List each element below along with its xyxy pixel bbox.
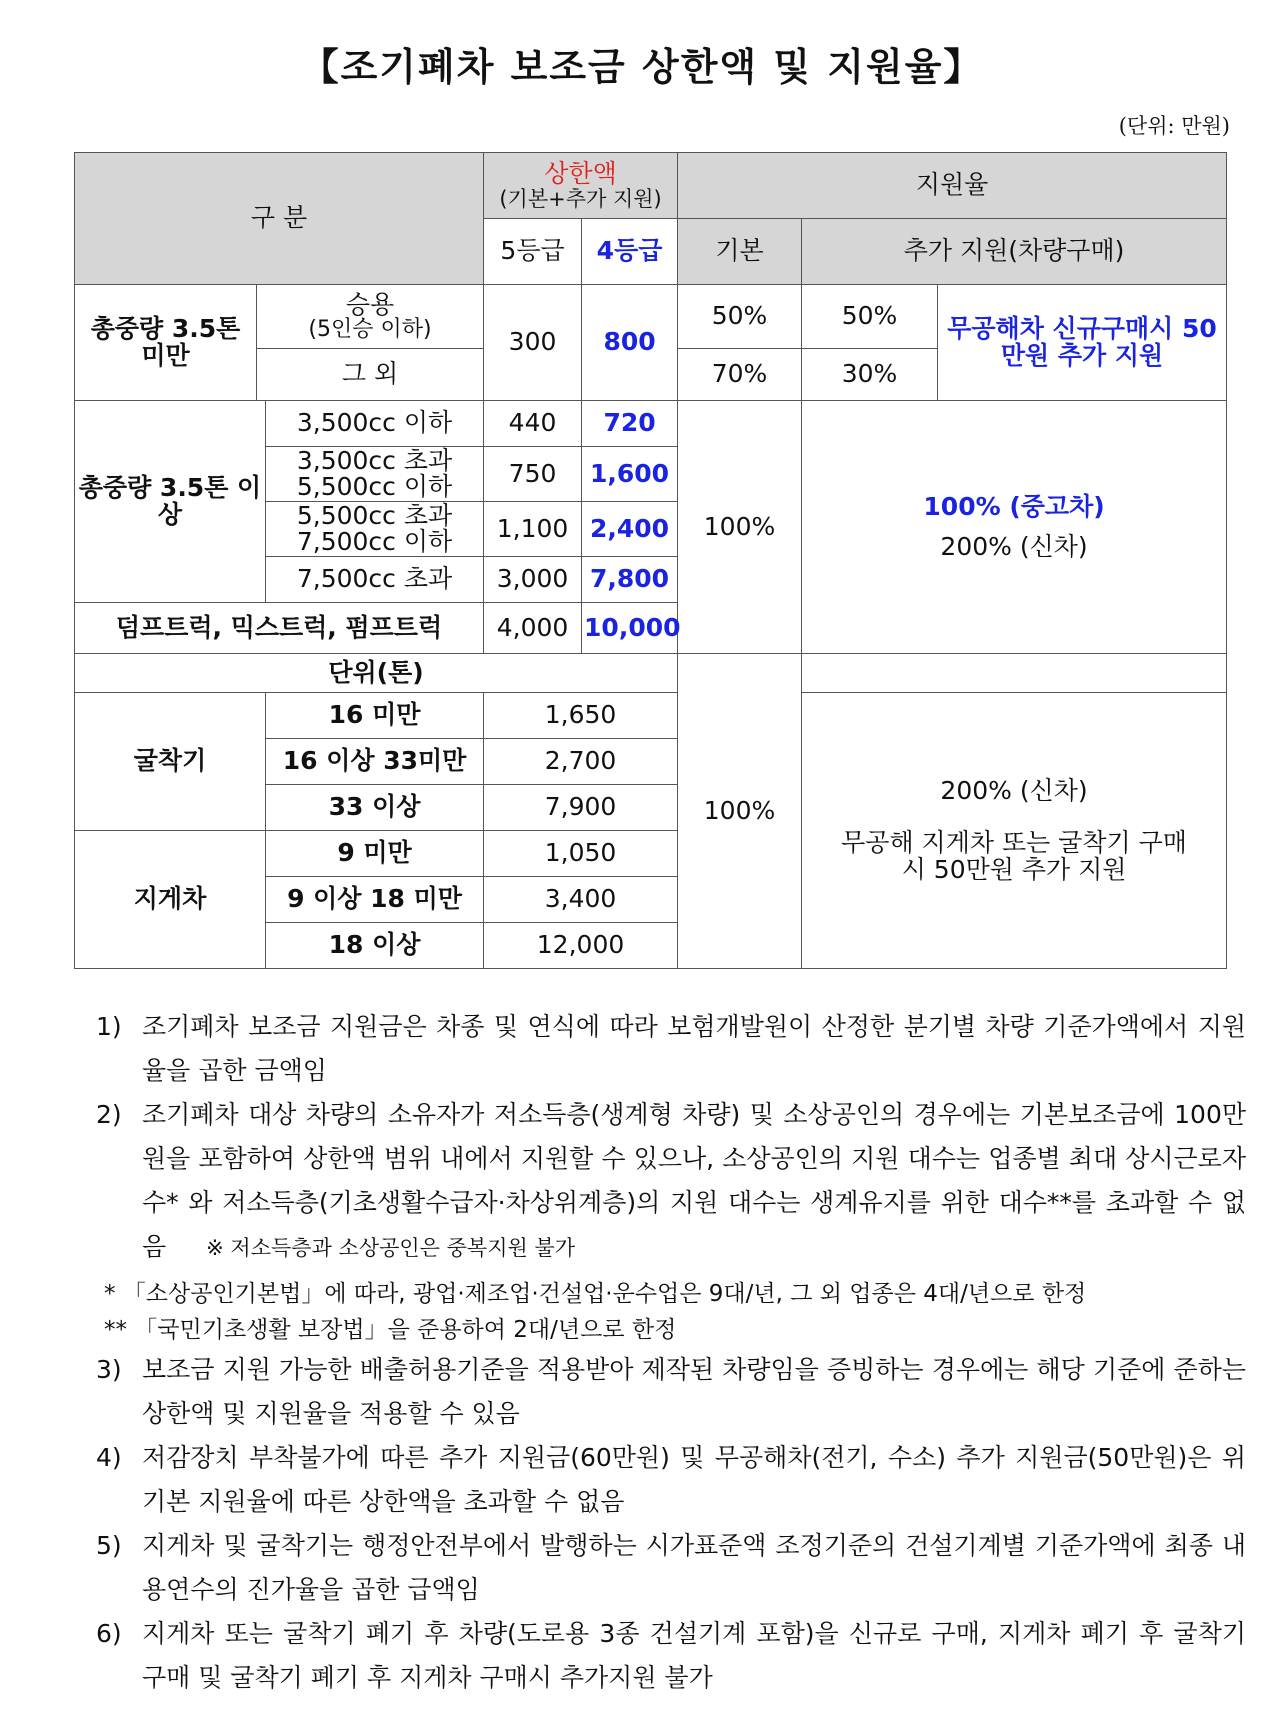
other-basic: 70% (678, 349, 802, 401)
note-body: 조기폐차 대상 차량의 소유자가 저소득층(생계형 차량) 및 소상공인의 경우에는 기본보조금에 100만원을 포함하여 상한액 범위 내에서 지원할 수 있으나, 소상공인의 지원 대수는 업종별 최대 상시근로자 수* 와 저소득층(기초생활수급자·차상위계층)의 지원 대수는 생계유지를 위한 대수**를 초과할 수 없음 (142, 1100, 1246, 1261)
over35-grade4: 2,400 (582, 502, 678, 557)
machine-extra-note: 무공해 지게차 또는 굴착기 구매시 50만원 추가 지원 (841, 828, 1187, 884)
note-item (96, 1612, 1246, 1700)
note-number: 6) (96, 1619, 122, 1648)
note-item (96, 1093, 1246, 1270)
over35-label: 총중량 3.5톤 이상 (75, 401, 266, 603)
over35-grade5: 750 (484, 447, 582, 502)
over35-grade5: 440 (484, 401, 582, 447)
header-category: 구 분 (75, 153, 484, 285)
forklift-range: 9 이상 18 미만 (266, 877, 484, 923)
passenger-basic: 50% (678, 285, 802, 349)
over35-extra-used: 100% (중고차) (923, 491, 1105, 521)
forklift-value: 3,400 (484, 877, 678, 923)
header-extra: 추가 지원(차량구매) (802, 219, 1227, 285)
under35-passenger (257, 285, 484, 349)
footnote: * 「소상공인기본법」에 따라, 광업·제조업·건설업·운수업은 9대/년, 그 외 업종은 4대/년으로 한정 (104, 1281, 1087, 1307)
header-rate: 지원율 (678, 153, 1227, 219)
excavator-range: 16 미만 (266, 693, 484, 739)
over35-grade5: 1,100 (484, 502, 582, 557)
note-text: 저감장치 부착불가에 따른 추가 지원금(60만원) 및 무공해차(전기, 수소) 추가 지원금(50만원)은 위 기본 지원율에 따른 상한액을 초과할 수 없음 (142, 1443, 1246, 1516)
note-text: 보조금 지원 가능한 배출허용기준을 적용받아 제작된 차량임을 증빙하는 경우에는 해당 기준에 준하는 상한액 및 지원율을 적용할 수 있음 (142, 1355, 1246, 1428)
note-number: 4) (96, 1443, 122, 1472)
note-number: 1) (96, 1012, 122, 1041)
over35-cc: 7,500cc 초과 (266, 557, 484, 603)
forklift-range: 18 이상 (266, 923, 484, 969)
page-title: 【조기폐차 보조금 상한액 및 지원율】 (300, 45, 984, 89)
excavator-value: 1,650 (484, 693, 678, 739)
note-number: 3) (96, 1355, 122, 1384)
note-text: 조기폐차 보조금 지원금은 차종 및 연식에 따라 보험개발원이 산정한 분기별 차량 기준가액에서 지원율을 곱한 금액임 (142, 1012, 1246, 1085)
passenger-sub: (5인승 이하) (308, 317, 432, 343)
over35-grade4: 7,800 (582, 557, 678, 603)
header-grade5: 5등급 (484, 219, 582, 285)
under35-other: 그 외 (257, 349, 484, 401)
forklift-label: 지게차 (75, 831, 266, 969)
over35-extra-new: 200% (신차) (940, 532, 1088, 561)
note-item (96, 1005, 1246, 1093)
over35-grade5: 3,000 (484, 557, 582, 603)
excavator-range: 33 이상 (266, 785, 484, 831)
machine-extra-new: 200% (신차) (940, 776, 1088, 806)
over35-grade4: 1,600 (582, 447, 678, 502)
other-extra: 30% (802, 349, 938, 401)
notes (96, 1005, 1246, 1700)
dump-grade4: 10,000 (582, 603, 678, 654)
note-item (96, 1524, 1246, 1612)
note-number: 2) (96, 1100, 122, 1129)
over35-cc: 3,500cc 초과 5,500cc 이하 (266, 447, 484, 502)
footnote: ** 「국민기초생활 보장법」을 준용하여 2대/년으로 한정 (104, 1317, 677, 1343)
note-text: 지게차 및 굴착기는 행정안전부에서 발행하는 시가표준액 조정기준의 건설기계별 기준가액에 최종 내용연수의 진가율을 곱한 급액임 (142, 1531, 1246, 1604)
dump-label: 덤프트럭, 믹스트럭, 펌프트럭 (75, 603, 484, 654)
forklift-value: 1,050 (484, 831, 678, 877)
unit-label: (단위: 만원) (1118, 114, 1230, 138)
over35-basic: 100% (678, 401, 802, 654)
over35-cc: 5,500cc 초과 7,500cc 이하 (266, 502, 484, 557)
excavator-value: 2,700 (484, 739, 678, 785)
subsidy-table (74, 152, 1227, 969)
header-cap-title: 상한액 (544, 159, 617, 189)
header-cap-sub: (기본+추가 지원) (499, 186, 662, 211)
header-cap (484, 153, 678, 219)
over35-extra (802, 401, 1227, 654)
note-text: 지게차 또는 굴착기 폐기 후 차량(도로용 3종 건설기계 포함)을 신규로 구매, 지게차 폐기 후 굴착기 구매 및 굴착기 폐기 후 지게차 구매시 추가지원 불가 (142, 1619, 1246, 1692)
passenger-label: 승용 (345, 289, 395, 319)
machine-basic: 100% (678, 654, 802, 969)
note-reference: ※ 저소득층과 소상공인은 중복지원 불가 (206, 1236, 576, 1260)
excavator-range: 16 이상 33미만 (266, 739, 484, 785)
over35-cc: 3,500cc 이하 (266, 401, 484, 447)
forklift-range: 9 미만 (266, 831, 484, 877)
machine-extra (802, 693, 1227, 969)
machine-unit-label: 단위(톤) (75, 654, 678, 693)
forklift-value: 12,000 (484, 923, 678, 969)
under35-grade4: 800 (582, 285, 678, 401)
under35-label: 총중량 3.5톤 미만 (75, 285, 257, 401)
note-number: 5) (96, 1531, 122, 1560)
blank-cell (802, 654, 1227, 693)
excavator-label: 굴착기 (75, 693, 266, 831)
header-basic: 기본 (678, 219, 802, 285)
under35-bonus: 무공해차 신규구매시 50만원 추가 지원 (938, 285, 1227, 401)
header-grade4: 4등급 (582, 219, 678, 285)
note-item (96, 1436, 1246, 1524)
over35-grade4: 720 (582, 401, 678, 447)
note-item (96, 1348, 1246, 1436)
excavator-value: 7,900 (484, 785, 678, 831)
note-text (142, 1093, 1246, 1270)
passenger-extra: 50% (802, 285, 938, 349)
under35-grade5: 300 (484, 285, 582, 401)
dump-grade5: 4,000 (484, 603, 582, 654)
